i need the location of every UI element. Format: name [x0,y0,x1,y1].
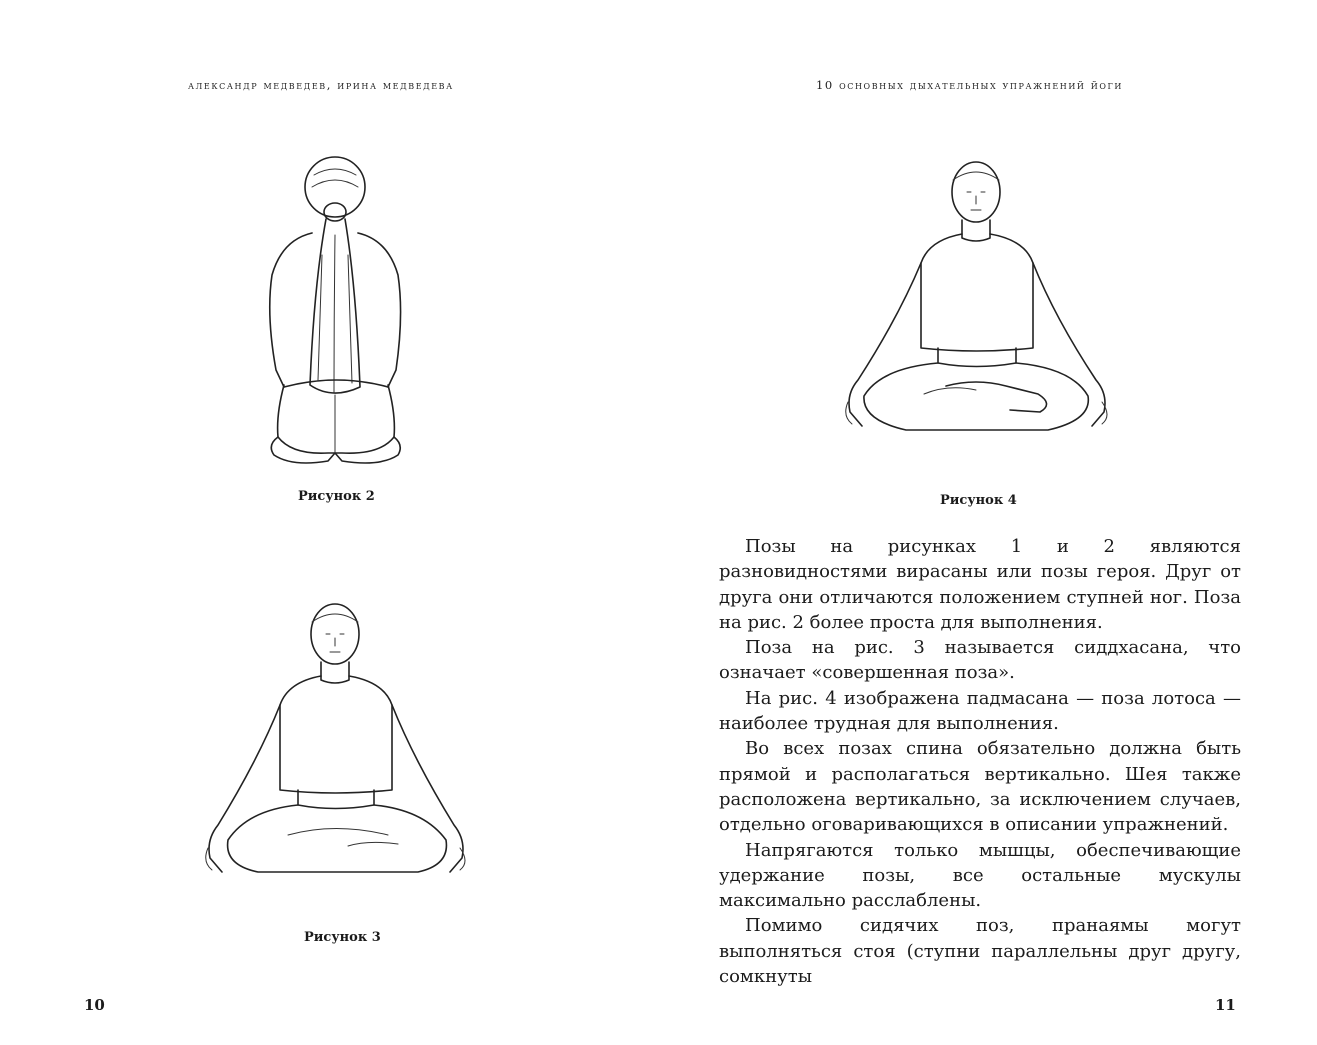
page-number-right: 11 [1215,996,1236,1014]
page-number-left: 10 [84,996,105,1014]
paragraph: На рис. 4 изображена падмасана — поза лотоса — наиболее трудная для выполнения. [719,687,1241,735]
figure-3-illustration [188,600,498,890]
figure-3-caption: Рисунок 3 [304,930,381,945]
figure-2-illustration [262,155,412,473]
figure-2-caption: Рисунок 2 [298,489,375,504]
paragraph: Поза на рис. 3 называется сиддхасана, что означает «совершенная поза». [719,637,1241,684]
running-header-left: александр медведев, ирина медведева [188,78,454,92]
paragraph: Напрягаются только мышцы, обеспечивающие удержание позы, все остальные мускулы максимально расслаблены. [719,839,1241,912]
figure-4-caption: Рисунок 4 [940,493,1017,508]
paragraph: Позы на рисунках 1 и 2 являются разновидностями вирасаны или позы героя. Друг от друга они отличаются положением ступней ног. Поза на рис. 2 более проста для выполнения. [719,536,1241,633]
right-page [660,0,1317,1045]
running-header-right: 10 основных дыхательных упражнений йоги [816,78,1123,92]
paragraph: Помимо сидячих поз, пранаямы могут выполняться стоя (ступни параллельны друг другу, сомкнуты [719,915,1241,988]
figure-4-illustration [826,158,1136,450]
body-text [719,534,1241,989]
paragraph: Во всех позах спина обязательно должна быть прямой и располагаться вертикально. Шея также расположена вертикально, за исключением случаев, отдельно оговаривающихся в описании упражнений. [719,738,1241,836]
